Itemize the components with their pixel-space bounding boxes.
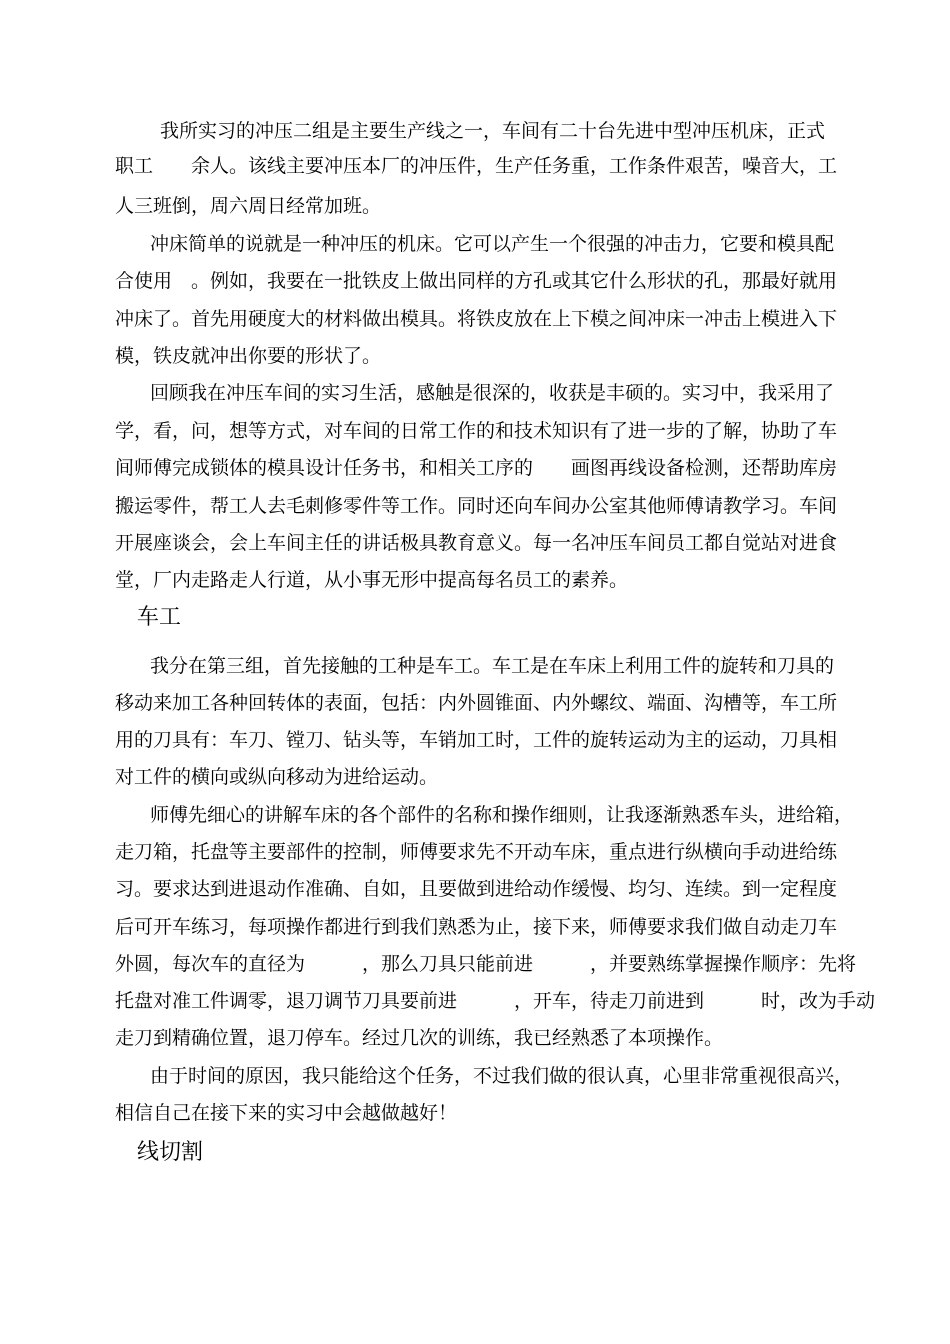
paragraph-1-line-1: 我所实习的冲压二组是主要生产线之一，车间有二十台先进中型冲压机床，正式 — [160, 120, 826, 142]
paragraph-2-line-2: 合使用 。例如，我要在一批铁皮上做出同样的方孔或其它什么形状的孔，那最好就用 — [115, 270, 838, 292]
paragraph-5-line-2: 走刀箱，托盘等主要部件的控制，师傅要求先不开动车床，重点进行纵横向手动进给练 — [115, 841, 838, 863]
paragraph-6-line-2: 相信自己在接下来的实习中会越做越好！ — [115, 1102, 458, 1124]
paragraph-1-line-3: 人三班倒，周六周日经常加班。 — [115, 195, 382, 217]
paragraph-3-line-4: 搬运零件，帮工人去毛刺修零件等工作。同时还向车间办公室其他师傅请教学习。车间 — [115, 495, 838, 517]
paragraph-4-line-2: 移动来加工各种回转体的表面，包括：内外圆锥面、内外螺纹、端面、沟槽等，车工所 — [115, 692, 838, 714]
paragraph-3-line-3: 间师傅完成锁体的模具设计任务书，和相关工序的 画图再线设备检测，还帮助库房 — [115, 457, 838, 479]
paragraph-5-line-4: 后可开车练习，每项操作都进行到我们熟悉为止，接下来，师傅要求我们做自动走刀车 — [115, 916, 838, 938]
paragraph-3-line-1: 回顾我在冲压车间的实习生活，感触是很深的，收获是丰硕的。实习中，我采用了 — [150, 382, 835, 404]
paragraph-6-line-1: 由于时间的原因，我只能给这个任务，不过我们做的很认真，心里非常重视很高兴， — [150, 1065, 854, 1087]
paragraph-5-line-1: 师傅先细心的讲解车床的各个部件的名称和操作细则，让我逐渐熟悉车头，进给箱， — [150, 804, 854, 826]
paragraph-5-line-3: 习。要求达到进退动作准确、自如，且要做到进给动作缓慢、均匀、连续。到一定程度 — [115, 878, 838, 900]
section-heading-lathe: 车工 — [137, 605, 182, 630]
paragraph-5-line-7: 走刀到精确位置，退刀停车。经过几次的训练，我已经熟悉了本项操作。 — [115, 1027, 724, 1049]
paragraph-3-line-2: 学，看，问，想等方式，对车间的日常工作的和技术知识有了进一步的了解，协助了车 — [115, 420, 838, 442]
section-heading-wire-cutting: 线切割 — [137, 1140, 204, 1165]
paragraph-5-line-5: 外圆，每次车的直径为 ，那么刀具只能前进 ，并要熟练掌握操作顺序：先将 — [115, 953, 857, 975]
paragraph-3-line-6: 堂，厂内走路走人行道，从小事无形中提高每名员工的素养。 — [115, 569, 629, 591]
paragraph-2-line-1: 冲床简单的说就是一种冲压的机床。它可以产生一个很强的冲击力，它要和模具配 — [150, 233, 835, 255]
paragraph-3-line-5: 开展座谈会，会上车间主任的讲话极具教育意义。每一名冲压车间员工都自觉站对进食 — [115, 532, 838, 554]
paragraph-4-line-3: 用的刀具有：车刀、镗刀、钻头等，车销加工时，工件的旋转运动为主的运动，刀具相 — [115, 729, 838, 751]
paragraph-4-line-4: 对工件的横向或纵向移动为进给运动。 — [115, 766, 439, 788]
paragraph-2-line-4: 模，铁皮就冲出你要的形状了。 — [115, 345, 382, 367]
paragraph-4-line-1: 我分在第三组，首先接触的工种是车工。车工是在车床上利用工件的旋转和刀具的 — [150, 655, 835, 677]
paragraph-2-line-3: 冲床了。首先用硬度大的材料做出模具。将铁皮放在上下模之间冲床一冲击上模进入下 — [115, 308, 838, 330]
paragraph-1-line-2: 职工 余人。该线主要冲压本厂的冲压件，生产任务重，工作条件艰苦，噪音大，工 — [115, 155, 838, 177]
paragraph-5-line-6: 托盘对准工件调零，退刀调节刀具要前进 ，开车，待走刀前进到 时，改为手动 — [115, 990, 876, 1012]
